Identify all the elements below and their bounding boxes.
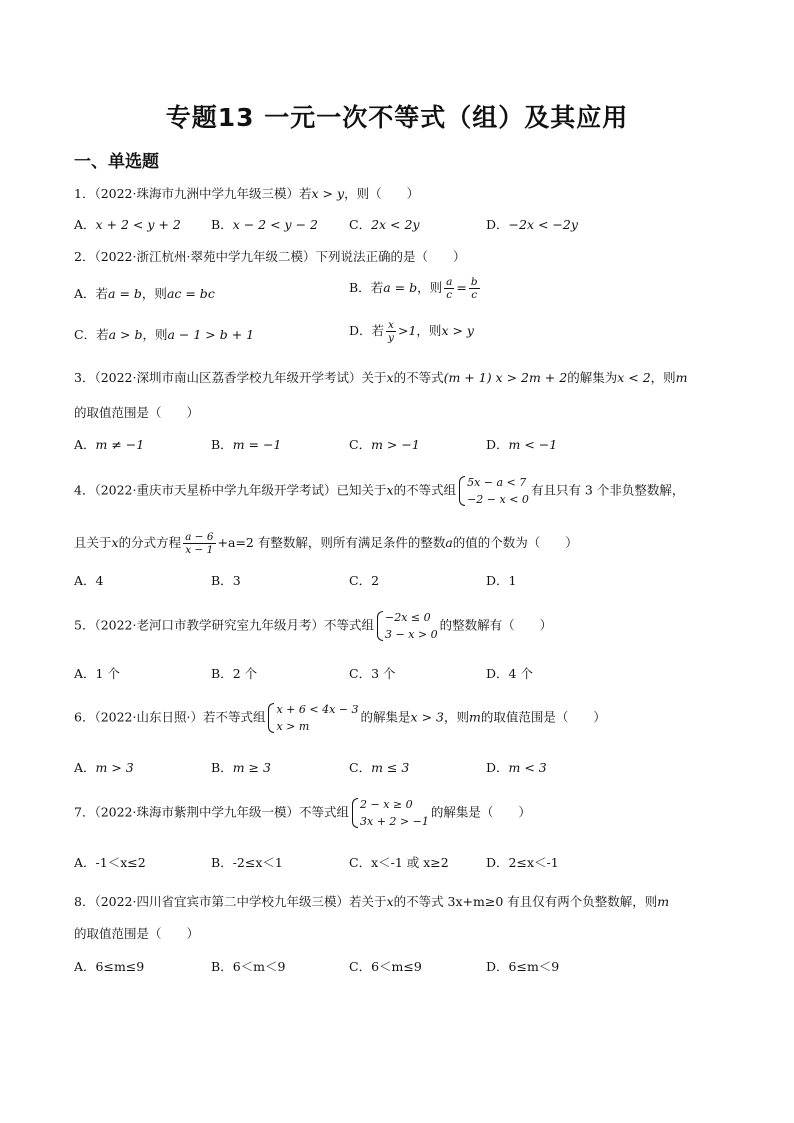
question-3-stem: 3．（2022·深圳市南山区荔香学校九年级开学考试）关于x的不等式(m + 1) x > 2m + 2的解集为x < 2，则m	[74, 370, 688, 385]
inequality-system: 5x − a < 7 −2 − x < 0	[458, 474, 529, 508]
option-c[interactable]: C．6＜m≤9	[349, 959, 422, 974]
option-b[interactable]: B．m = −1	[211, 437, 282, 452]
inequality-system: −2x ≤ 0 3 − x > 0	[376, 609, 438, 643]
option-b[interactable]: B．-2≤x＜1	[211, 855, 283, 870]
question-source: （2022·珠海市九洲中学九年级三模）	[94, 186, 299, 201]
option-c[interactable]: C．2x < 2y	[349, 217, 420, 232]
option-a[interactable]: A．4	[74, 573, 104, 588]
option-a[interactable]: A．1 个	[74, 666, 120, 681]
fraction: $\frac{a}{c}$	[446, 276, 453, 301]
question-source: （2022·老河口市教学研究室九年级月考）	[94, 617, 324, 633]
fraction: $\frac{x}{y}$	[388, 319, 394, 344]
question-number: 5．	[74, 617, 95, 633]
option-b[interactable]: B．m ≥ 3	[211, 760, 271, 775]
question-number: 7．	[74, 804, 95, 820]
inequality-system: x + 6 < 4x − 3 x > m	[267, 701, 358, 735]
option-a[interactable]: A．x + 2 < y + 2	[74, 217, 181, 232]
option-c[interactable]: C．3 个	[349, 666, 396, 681]
option-a[interactable]: A．若a = b，则ac = bc	[74, 286, 215, 301]
option-b[interactable]: B．3	[211, 573, 241, 588]
section-heading: 一、单选题	[74, 152, 159, 172]
option-c[interactable]: C．2	[349, 573, 380, 588]
question-7-stem: 7．（2022·珠海市紫荆中学九年级一模）不等式组 2 − x ≥ 0 3x + 2 > −1 的解集是（ ）	[74, 798, 531, 828]
fraction: $\frac{b}{c}$	[470, 276, 478, 301]
question-source: （2022·重庆市天星桥中学九年级开学考试）	[94, 482, 337, 498]
question-number: 1．	[74, 186, 95, 201]
inequality-system: 2 − x ≥ 0 3x + 2 > −1	[351, 796, 429, 830]
fraction: $\frac{a - 6}{x - 1}$	[185, 531, 214, 556]
question-number: 8．	[74, 894, 95, 909]
math-expression: x > y	[311, 186, 345, 201]
question-3-stem-cont: 的取值范围是（ ）	[74, 405, 200, 420]
question-1-stem: 1．（2022·珠海市九洲中学九年级三模）若x > y，则（ ）	[74, 186, 420, 201]
option-c[interactable]: C．x＜-1 或 x≥2	[349, 855, 449, 870]
option-d[interactable]: D．−2x < −2y	[486, 217, 578, 232]
option-c[interactable]: C．m ≤ 3	[349, 760, 410, 775]
option-d[interactable]: D．m < 3	[486, 760, 547, 775]
option-b[interactable]: B．6＜m＜9	[211, 959, 286, 974]
question-source: （2022·深圳市南山区荔香学校九年级开学考试）	[94, 370, 362, 385]
question-source: （2022·四川省宜宾市第二中学校九年级三模）	[94, 894, 349, 909]
question-8-stem: 8．（2022·四川省宜宾市第二中学校九年级三模）若关于x的不等式 3x+m≥0 有且仅有两个负整数解，则m	[74, 894, 670, 909]
question-5-stem: 5．（2022·老河口市教学研究室九年级月考）不等式组 −2x ≤ 0 3 − x > 0 的整数解有（ ）	[74, 611, 553, 641]
option-d[interactable]: D．1	[486, 573, 517, 588]
question-source: （2022·山东日照·）	[94, 709, 203, 725]
question-2-stem: 2．（2022·浙江杭州·翠苑中学九年级二模）下列说法正确的是（ ）	[74, 249, 466, 264]
question-4-stem: 4．（2022·重庆市天星桥中学九年级开学考试）已知关于x的不等式组 5x − a < 7 −2 − x < 0 有且只有 3 个非负整数解，	[74, 476, 685, 506]
option-d[interactable]: D．4 个	[486, 666, 533, 681]
question-source: （2022·浙江杭州·翠苑中学九年级二模）	[94, 249, 316, 264]
question-8-stem-cont: 的取值范围是（ ）	[74, 926, 200, 941]
option-b[interactable]: B．若a = b，则 $\frac{a}{c}$ = $\frac{b}{c}$	[349, 276, 478, 301]
option-d[interactable]: D．若 $\frac{x}{y}$ >1，则x > y	[349, 319, 474, 344]
question-number: 3．	[74, 370, 95, 385]
page-title: 专题13 一元一次不等式（组）及其应用	[165, 103, 629, 132]
option-d[interactable]: D．6≤m＜9	[486, 959, 560, 974]
question-6-stem: 6．（2022·山东日照·）若不等式组 x + 6 < 4x − 3 x > m 的解集是x > 3，则m的取值范围是（ ）	[74, 703, 606, 733]
question-number: 4．	[74, 482, 95, 498]
option-d[interactable]: D．2≤x＜-1	[486, 855, 559, 870]
option-c[interactable]: C．m > −1	[349, 437, 420, 452]
question-4-stem-cont: 且关于x的分式方程 $\frac{a - 6}{x - 1}$ +a=2 有整数解，则所有满足条件的整数a的值的个数为（ ）	[74, 531, 578, 556]
option-b[interactable]: B．x − 2 < y − 2	[211, 217, 318, 232]
option-b[interactable]: B．2 个	[211, 666, 258, 681]
option-c[interactable]: C．若a > b，则a − 1 > b + 1	[74, 327, 255, 342]
question-number: 6．	[74, 709, 95, 725]
option-a[interactable]: A．m > 3	[74, 760, 134, 775]
question-source: （2022·珠海市紫荆中学九年级一模）	[94, 804, 299, 820]
option-a[interactable]: A．6≤m≤9	[74, 959, 145, 974]
option-a[interactable]: A．-1＜x≤2	[74, 855, 146, 870]
option-a[interactable]: A．m ≠ −1	[74, 437, 145, 452]
question-number: 2．	[74, 249, 95, 264]
option-d[interactable]: D．m < −1	[486, 437, 558, 452]
